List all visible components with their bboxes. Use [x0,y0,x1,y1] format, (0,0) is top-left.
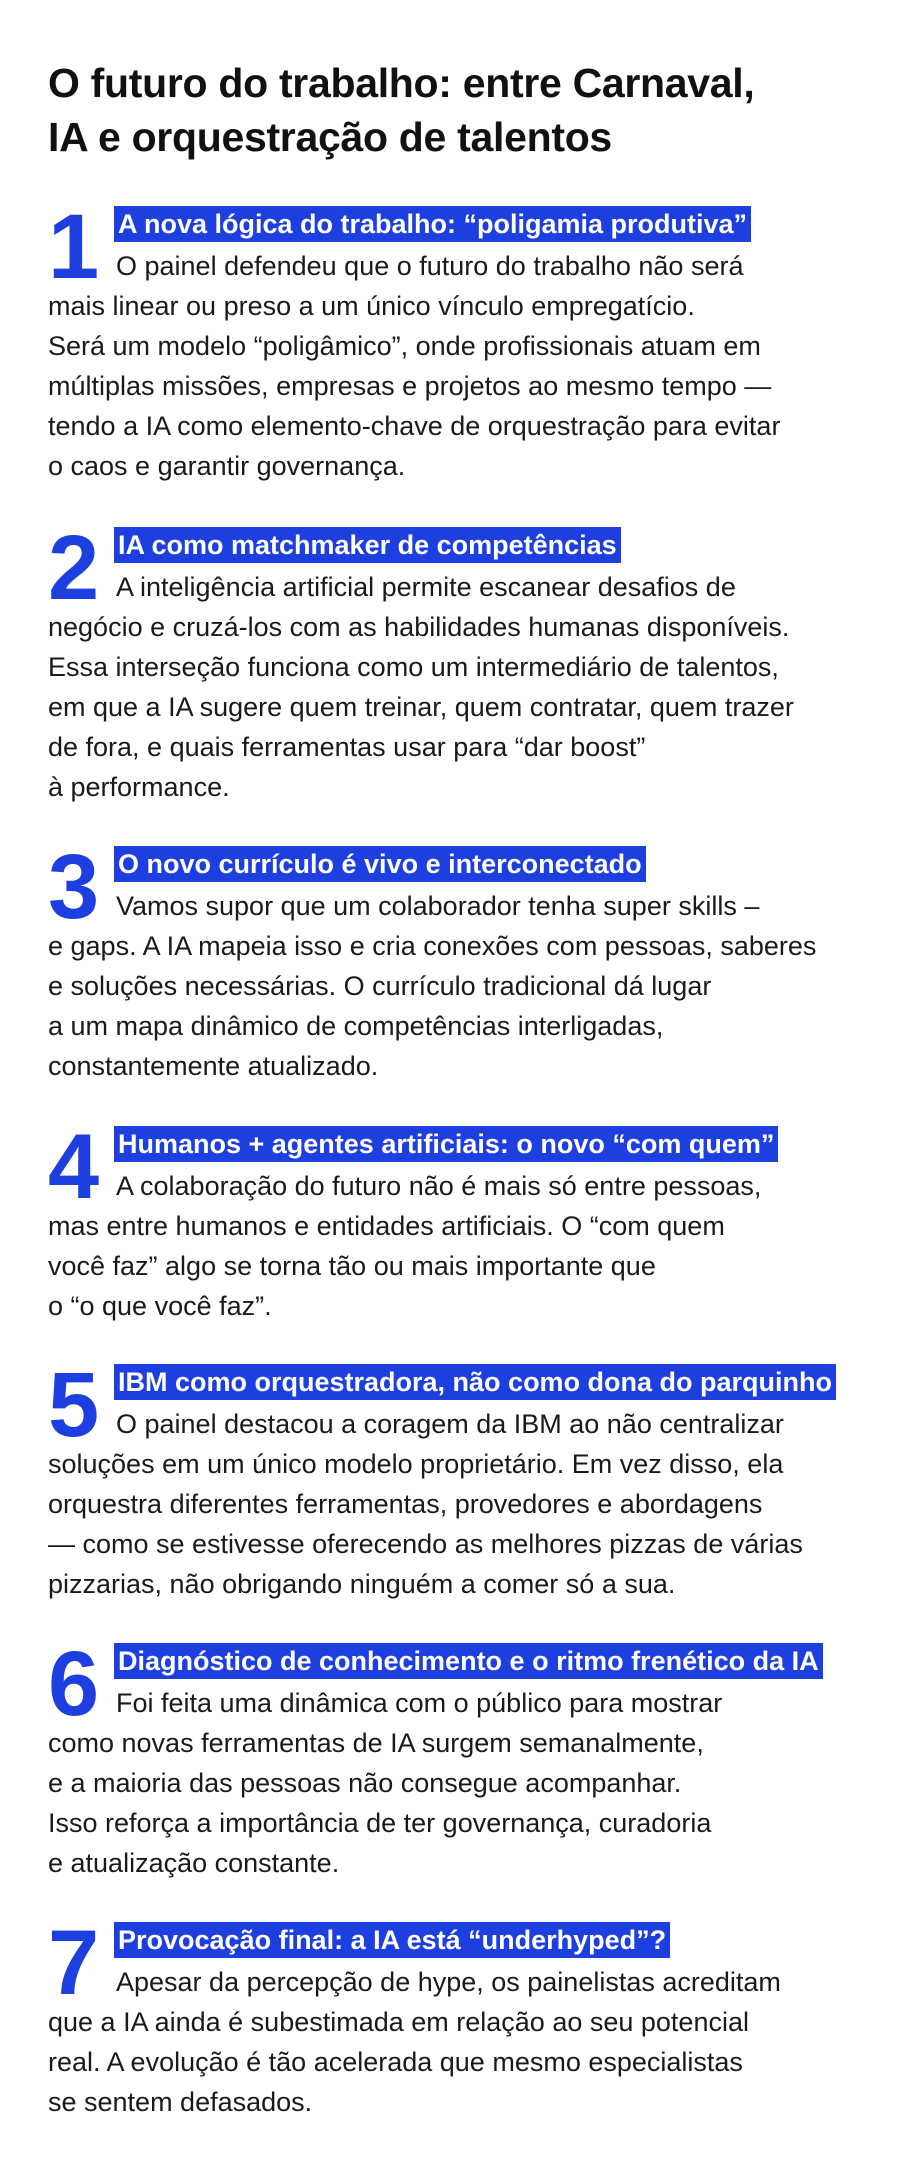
body-line: e a maioria das pessoas não consegue acompanhar. [48,1768,682,1798]
section-heading: Diagnóstico de conhecimento e o ritmo frenético da IA [114,1643,823,1679]
body-line: e soluções necessárias. O currículo tradicional dá lugar [48,971,712,1001]
section-number: 3 [48,836,100,938]
body-line: como novas ferramentas de IA surgem semanalmente, [48,1728,704,1758]
section-number: 6 [48,1633,100,1735]
body-line: pizzarias, não obrigando ninguém a comer só a sua. [48,1569,676,1599]
body-line: Vamos supor que um colaborador tenha super skills – [116,891,760,921]
body-line: Foi feita uma dinâmica com o público para mostrar [116,1688,723,1718]
body-line: constantemente atualizado. [48,1051,379,1081]
body-line: múltiplas missões, empresas e projetos ao mesmo tempo — [48,371,772,401]
body-line: se sentem defasados. [48,2087,313,2117]
section-body [48,196,868,486]
section-number: 1 [48,196,100,298]
body-line: tendo a IA como elemento-chave de orquestração para evitar [48,411,781,441]
body-line: mas entre humanos e entidades artificiais. O “com quem [48,1211,725,1241]
body-line: O painel defendeu que o futuro do trabalho não será [116,251,744,281]
body-line: A inteligência artificial permite escanear desafios de [116,572,736,602]
title-rest: entre Carnaval, [451,60,755,106]
body-line: Isso reforça a importância de ter governança, curadoria [48,1808,712,1838]
title-bold-part: O futuro do trabalho: [48,60,452,106]
section-number: 4 [48,1116,100,1218]
section-4 [48,1116,868,1326]
section-heading: IA como matchmaker de competências [114,527,621,563]
body-line: o caos e garantir governança. [48,451,406,481]
body-line: Será um modelo “poligâmico”, onde profissionais atuam em [48,331,761,361]
section-body [48,517,868,807]
body-line: Essa interseção funciona como um intermediário de talentos, [48,652,779,682]
page-title [48,56,848,164]
section-number: 5 [48,1354,100,1456]
section-7 [48,1912,868,2122]
body-line: A colaboração do futuro não é mais só entre pessoas, [116,1171,762,1201]
body-line: Apesar da percepção de hype, os painelistas acreditam [116,1967,781,1997]
section-1 [48,196,868,486]
body-line: negócio e cruzá-los com as habilidades humanas disponíveis. [48,612,790,642]
body-line: O painel destacou a coragem da IBM ao não centralizar [116,1409,784,1439]
section-body [48,1354,868,1604]
body-line: e gaps. A IA mapeia isso e cria conexões com pessoas, saberes [48,931,817,961]
section-body [48,1633,868,1883]
section-heading: Provocação final: a IA está “underhyped”? [114,1922,670,1958]
body-line: a um mapa dinâmico de competências interligadas, [48,1011,664,1041]
body-line: o “o que você faz”. [48,1291,272,1321]
body-line: orquestra diferentes ferramentas, provedores e abordagens [48,1489,763,1519]
body-line: mais linear ou preso a um único vínculo empregatício. [48,291,695,321]
body-line: soluções em um único modelo proprietário. Em vez disso, ela [48,1449,784,1479]
title-line-2: IA e orquestração de talentos [48,114,612,160]
body-line: e atualização constante. [48,1848,340,1878]
body-line: você faz” algo se torna tão ou mais importante que [48,1251,656,1281]
section-body [48,836,868,1086]
section-3 [48,836,868,1086]
section-body [48,1912,868,2122]
section-number: 7 [48,1912,100,2014]
body-line: real. A evolução é tão acelerada que mesmo especialistas [48,2047,743,2077]
section-heading: O novo currículo é vivo e interconectado [114,846,646,882]
body-line: à performance. [48,772,230,802]
body-line: — como se estivesse oferecendo as melhores pizzas de várias [48,1529,803,1559]
section-heading: Humanos + agentes artificiais: o novo “com quem” [114,1126,778,1162]
body-line: que a IA ainda é subestimada em relação ao seu potencial [48,2007,749,2037]
section-2 [48,517,868,807]
section-heading: IBM como orquestradora, não como dona do parquinho [114,1364,836,1400]
section-5 [48,1354,868,1604]
section-heading: A nova lógica do trabalho: “poligamia produtiva” [114,206,751,242]
body-line: de fora, e quais ferramentas usar para “dar boost” [48,732,646,762]
section-6 [48,1633,868,1883]
section-body [48,1116,868,1326]
body-line: em que a IA sugere quem treinar, quem contratar, quem trazer [48,692,794,722]
section-number: 2 [48,517,100,619]
